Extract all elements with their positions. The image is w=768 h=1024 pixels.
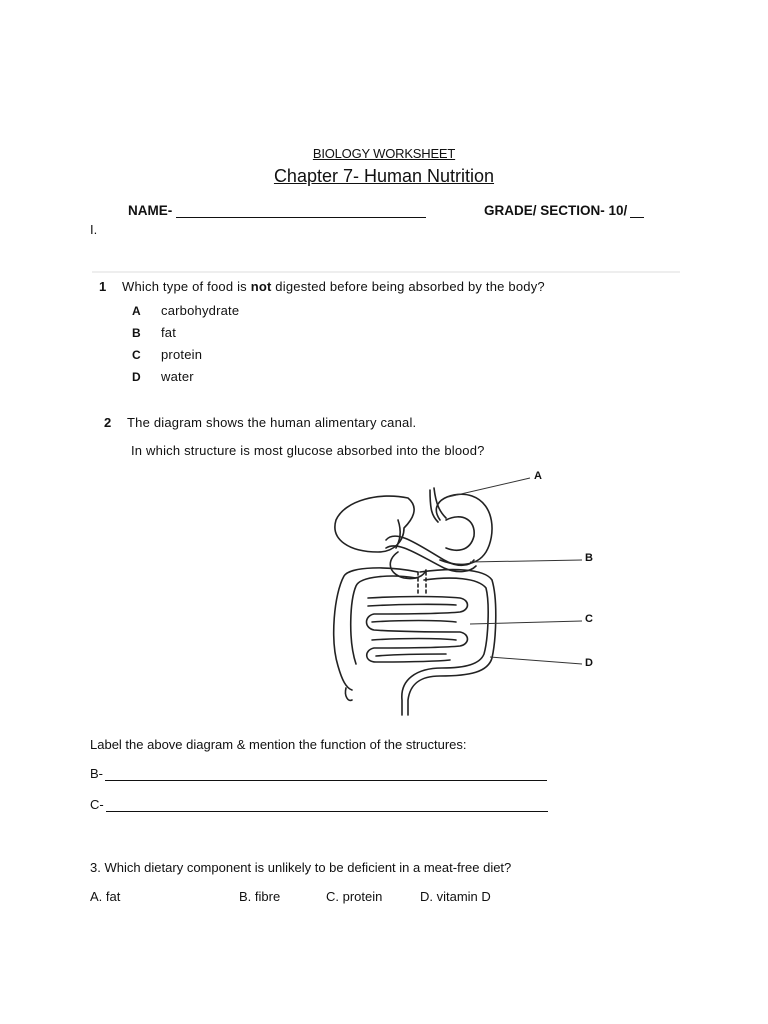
alimentary-canal-diagram (320, 468, 610, 723)
q1-option-a-letter: A (132, 304, 141, 318)
question-1-text-start: Which type of food is (122, 279, 251, 294)
q3-option-c[interactable]: C. protein (326, 889, 383, 904)
question-2-number: 2 (104, 415, 112, 430)
answer-row-c (90, 797, 548, 812)
pointer-line-d (490, 657, 582, 664)
grade-row (484, 203, 644, 218)
answer-c-line[interactable] (106, 799, 548, 812)
pointer-line-b (470, 560, 582, 562)
name-label: NAME- (128, 203, 173, 218)
answer-c-label: C- (90, 797, 104, 812)
q1-option-d-text[interactable]: water (161, 369, 194, 384)
question-2-number-wrap (104, 415, 111, 430)
diagram-label-b: B (585, 552, 593, 564)
diagram-label-a: A (534, 470, 542, 482)
question-1-emphasis: not (250, 279, 272, 294)
name-row (128, 203, 426, 218)
q1-option-d-letter: D (132, 370, 141, 384)
question-1-number: 1 (99, 279, 107, 294)
question-2-line-1: The diagram shows the human alimentary canal. (127, 415, 417, 430)
q3-option-b[interactable]: B. fibre (239, 889, 281, 904)
answer-row-b (90, 766, 547, 781)
answer-b-line[interactable] (105, 768, 547, 781)
question-1 (99, 279, 106, 294)
q1-option-b-text[interactable]: fat (161, 325, 177, 340)
q1-option-a-text[interactable]: carbohydrate (161, 303, 240, 318)
grade-label: GRADE/ SECTION- 10/ (484, 203, 628, 218)
pointer-line-c (470, 621, 582, 624)
question-1-text-end: digested before being absorbed by the body? (271, 279, 545, 294)
name-field[interactable] (176, 203, 426, 218)
scan-divider (92, 271, 680, 273)
label-instruction: Label the above diagram & mention the function of the structures: (90, 737, 467, 752)
question-2-line-2: In which structure is most glucose absorbed into the blood? (131, 443, 485, 458)
diagram-label-d: D (585, 657, 593, 669)
q3-option-d[interactable]: D. vitamin D (420, 889, 491, 904)
question-3-text: 3. Which dietary component is unlikely to be deficient in a meat-free diet? (90, 860, 512, 875)
worksheet-subtitle: BIOLOGY WORKSHEET (312, 146, 456, 161)
answer-b-label: B- (90, 766, 103, 781)
q1-option-b-letter: B (132, 326, 141, 340)
pointer-line-a (448, 478, 530, 497)
diagram-label-c: C (585, 613, 593, 625)
q3-option-a[interactable]: A. fat (90, 889, 121, 904)
page-title: Chapter 7- Human Nutrition (273, 166, 495, 186)
q1-option-c-letter: C (132, 348, 141, 362)
section-marker: I. (90, 222, 98, 237)
question-1-text (122, 279, 545, 294)
q1-option-c-text[interactable]: protein (161, 347, 203, 362)
grade-field[interactable] (630, 203, 644, 218)
